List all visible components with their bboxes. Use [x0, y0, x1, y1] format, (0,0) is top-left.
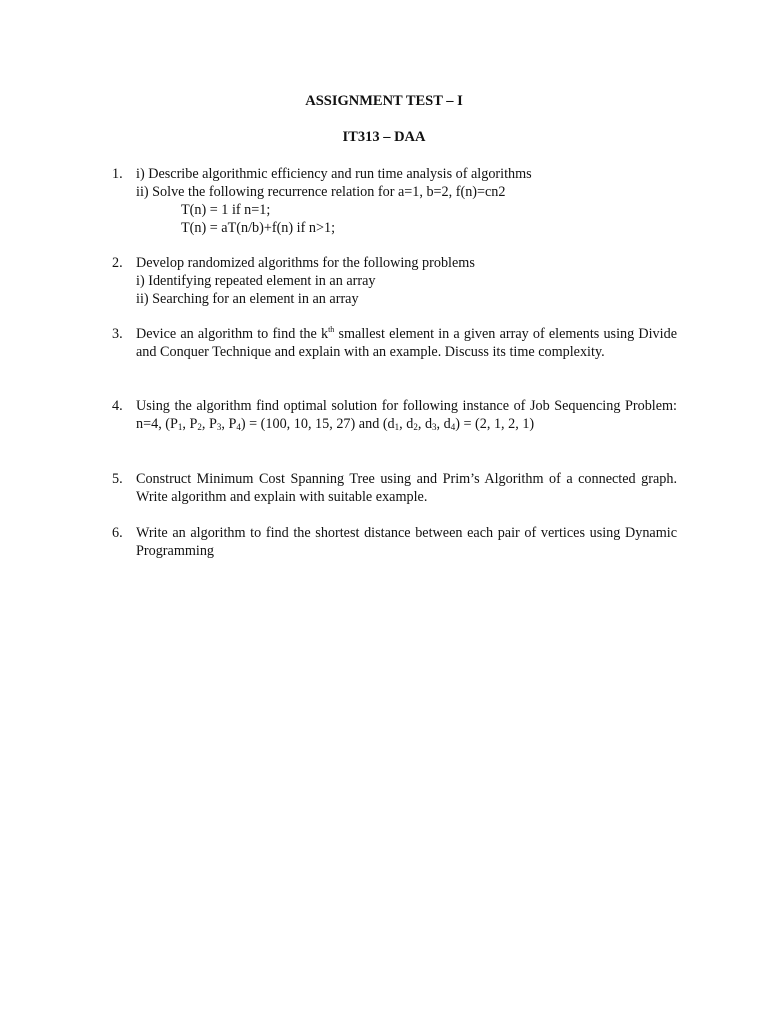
course-code: IT313 – DAA	[342, 129, 426, 145]
question-text: Develop randomized algorithms for the following problems	[136, 255, 475, 271]
superscript: th	[328, 325, 335, 334]
question-2	[112, 254, 677, 308]
question-number: 6.	[112, 525, 123, 541]
question-number: 3.	[112, 326, 123, 342]
question-text: Device an algorithm to find the $k^{th}$ smallest element in a given array of elements using Divide and Conquer Technique and explain with an example. Discuss its time complexity.	[136, 325, 677, 360]
question-text: ii) Solve the following recurrence relation for a=1, b=2, f(n)=cn2	[136, 184, 506, 200]
question-5	[112, 470, 677, 506]
question-4	[112, 397, 677, 433]
question-text: i) Describe algorithmic efficiency and run time analysis of algorithms	[136, 166, 532, 182]
question-6	[112, 524, 677, 560]
question-text: Using the algorithm find optimal solution for following instance of Job Sequencing Problem: n=4, ($P_1$, $P_2$, $P_3$, $P_4) = (100$, 10, 15, 27) and ($d_1$, $d_2$, $d_3$, $d_4) = (2$, 1, 2, 1)	[136, 398, 677, 432]
question-number: 5.	[112, 471, 123, 487]
question-number: 4.	[112, 398, 123, 414]
question-3	[112, 325, 677, 361]
question-text: i) Identifying repeated element in an array	[136, 273, 376, 289]
question-text: Construct Minimum Cost Spanning Tree using and Prim’s Algorithm of a connected graph. Write algorithm and explain with suitable example.	[136, 471, 677, 505]
question-number: 1.	[112, 166, 123, 182]
question-number: 2.	[112, 255, 123, 271]
question-text: Write an algorithm to find the shortest distance between each pair of vertices using Dynamic Programming	[136, 525, 677, 559]
document-title: ASSIGNMENT TEST – I	[305, 93, 463, 109]
recurrence-base-case: T(n) = 1 if n=1;	[181, 202, 271, 218]
question-1	[112, 165, 677, 237]
question-text: ii) Searching for an element in an array	[136, 291, 359, 307]
recurrence-general-case: T(n) = aT(n/b)+f(n) if n>1;	[181, 220, 336, 236]
